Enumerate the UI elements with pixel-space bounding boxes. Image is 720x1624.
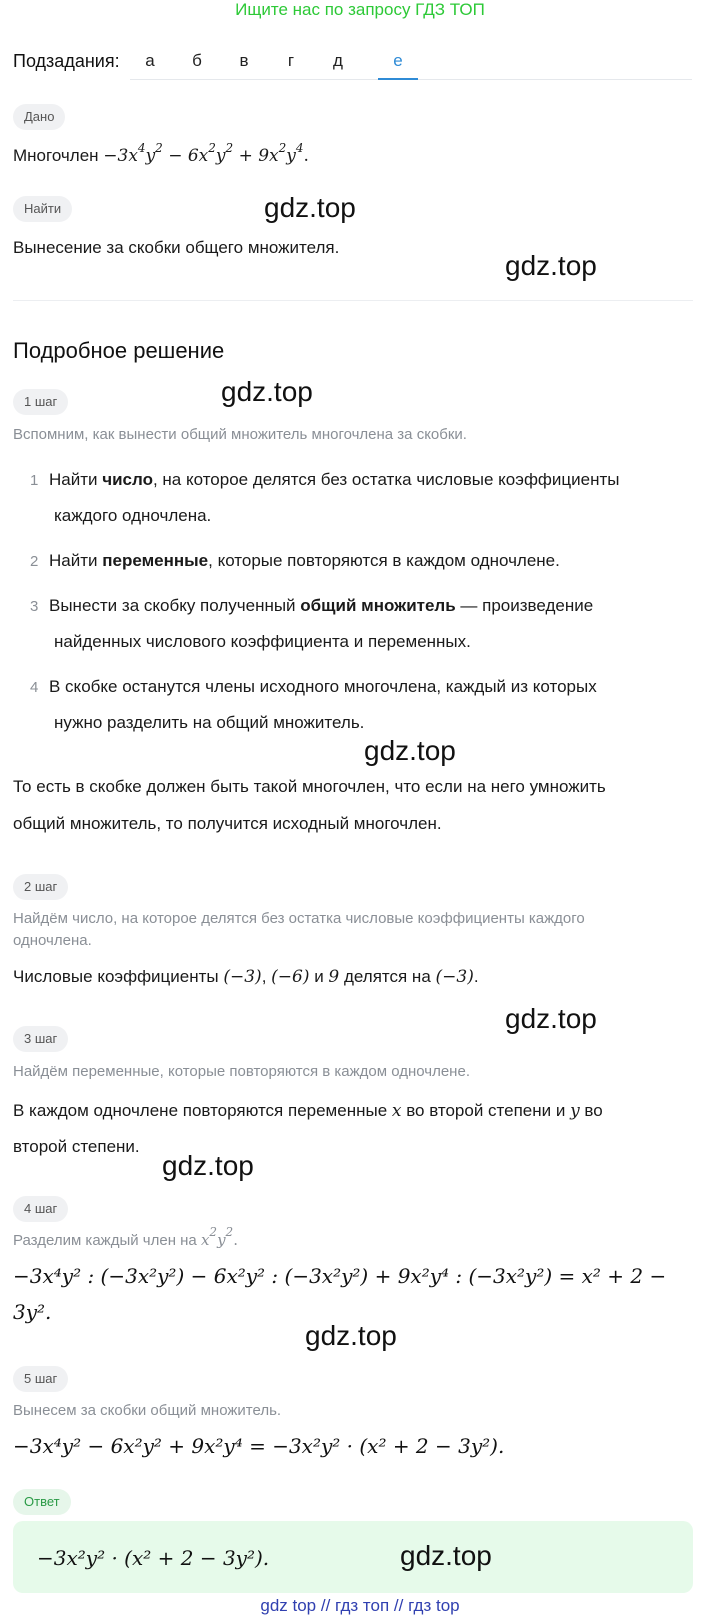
- tab-a[interactable]: а: [145, 51, 155, 70]
- step-4-hint: Разделим каждый член на $x^2y^2$.: [13, 1225, 238, 1249]
- list-item-continuation: найденных числового коэффициента и переменных.: [54, 632, 471, 651]
- tab-b[interactable]: б: [192, 51, 202, 70]
- list-item: Найти число, на которое делятся без остатка числовые коэффициенты: [49, 470, 620, 489]
- given-formula: $-3x^4y^2 - 6x^2y^2 + 9x^2y^4$.: [103, 141, 309, 166]
- step-2-pill: 2 шаг: [13, 874, 68, 900]
- watermark: gdz.top: [305, 1320, 397, 1351]
- step-4-pill: 4 шаг: [13, 1196, 68, 1222]
- section-divider: [13, 300, 693, 301]
- tab-e[interactable]: е: [393, 51, 403, 70]
- watermark: gdz.top: [505, 1003, 597, 1034]
- tab-d[interactable]: д: [333, 51, 343, 70]
- find-text: Вынесение за скобки общего множителя.: [13, 238, 340, 257]
- list-item-continuation: нужно разделить на общий множитель.: [54, 713, 365, 732]
- list-item: В скобке останутся члены исходного многочлена, каждый из которых: [49, 677, 597, 696]
- footer-separator: //: [320, 1596, 331, 1615]
- watermark: gdz.top: [505, 250, 597, 281]
- list-item: Вынести за скобку полученный общий множитель — произведение: [49, 596, 594, 615]
- list-item-number: 1: [30, 472, 39, 489]
- list-item-number: 4: [30, 679, 39, 696]
- footer-link[interactable]: гдз top: [408, 1596, 460, 1615]
- step-2-hint: Найдём число, на которое делятся без остатка числовые коэффициенты каждого: [13, 910, 585, 927]
- find-pill: Найти: [13, 196, 72, 222]
- watermark: gdz.top: [400, 1540, 492, 1571]
- given-text: Многочлен $-3x^4y^2 - 6x^2y^2 + 9x^2y^4$.: [13, 141, 309, 166]
- step-1-pill: 1 шаг: [13, 389, 68, 415]
- top-banner: Ищите нас по запросу ГДЗ ТОП: [235, 0, 485, 19]
- footer-links: [0, 1596, 720, 1616]
- step-5-pill: 5 шаг: [13, 1366, 68, 1392]
- answer-pill: Ответ: [13, 1489, 71, 1515]
- watermark: gdz.top: [264, 192, 356, 223]
- footer-link[interactable]: gdz top: [260, 1596, 317, 1615]
- list-item-number: 3: [30, 598, 39, 615]
- step-1-note: То есть в скобке должен быть такой многочлен, что если на него умножить: [13, 777, 606, 796]
- footer-link[interactable]: гдз топ: [335, 1596, 390, 1615]
- active-tab-underline: [378, 78, 418, 80]
- step-4-formula: 3y².: [13, 1300, 52, 1324]
- step-5-formula: −3x⁴y² − 6x²y² + 9x²y⁴ = −3x²y² · (x² + 2 − 3y²).: [13, 1434, 505, 1458]
- subtasks-label: Подзадания:: [13, 51, 120, 71]
- answer-formula: −3x²y² · (x² + 2 − 3y²).: [37, 1546, 270, 1570]
- list-item-number: 2: [30, 553, 39, 570]
- solution-title: Подробное решение: [13, 338, 225, 363]
- watermark: gdz.top: [221, 376, 313, 407]
- given-pill: Дано: [13, 104, 65, 130]
- step-2-hint: одночлена.: [13, 932, 92, 949]
- list-item: Найти переменные, которые повторяются в каждом одночлене.: [49, 551, 560, 570]
- step-2-text: Числовые коэффициенты (−3), (−6) и 9 делятся на (−3).: [13, 967, 479, 987]
- step-3-pill: 3 шаг: [13, 1026, 68, 1052]
- tab-g[interactable]: г: [287, 51, 295, 70]
- tab-v[interactable]: в: [239, 51, 249, 70]
- list-item-continuation: каждого одночлена.: [54, 506, 212, 525]
- watermark: gdz.top: [364, 735, 456, 766]
- footer-separator: //: [393, 1596, 404, 1615]
- step-1-note: общий множитель, то получится исходный многочлен.: [13, 814, 442, 833]
- step-4-formula: −3x⁴y² : (−3x²y²) − 6x²y² : (−3x²y²) + 9x²y⁴ : (−3x²y²) = x² + 2 −: [13, 1264, 667, 1288]
- step-3-text: второй степени.: [13, 1137, 140, 1156]
- step-3-text: В каждом одночлене повторяются переменные x во второй степени и y во: [13, 1101, 603, 1121]
- step-1-hint: Вспомним, как вынести общий множитель многочлена за скобки.: [13, 426, 467, 443]
- watermark: gdz.top: [162, 1150, 254, 1181]
- step-5-hint: Вынесем за скобки общий множитель.: [13, 1402, 282, 1419]
- step-3-hint: Найдём переменные, которые повторяются в каждом одночлене.: [13, 1063, 470, 1080]
